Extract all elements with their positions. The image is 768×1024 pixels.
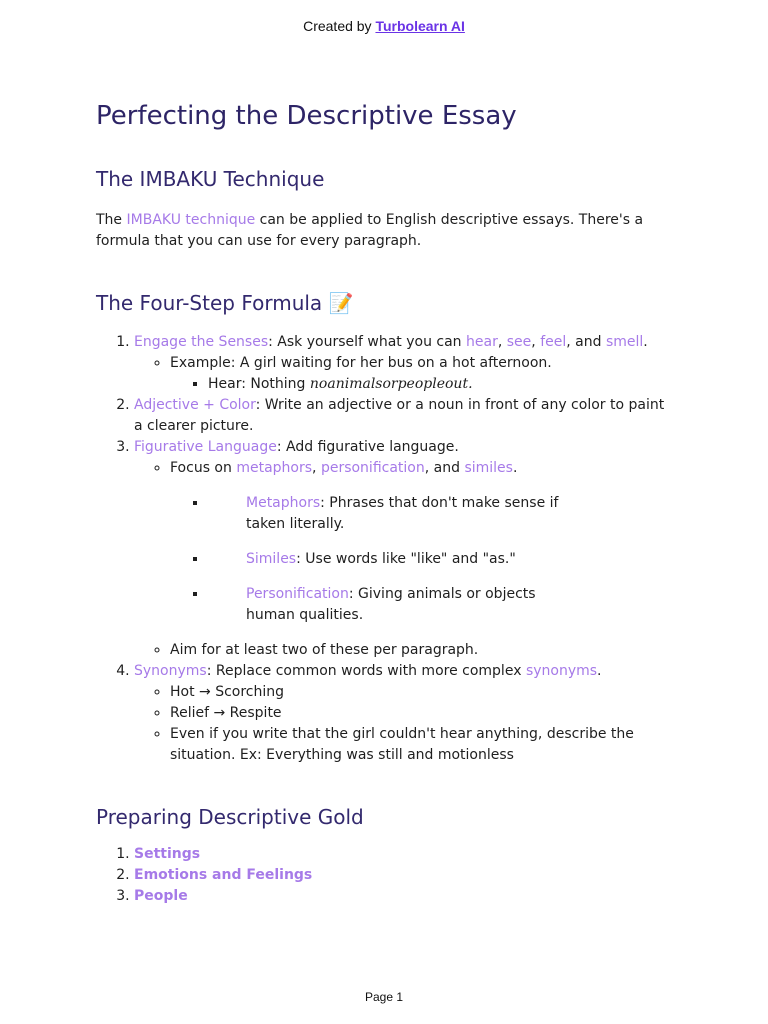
sep: , (531, 334, 541, 350)
sep: , (497, 334, 507, 350)
hear-prefix: Hear: Nothing (208, 376, 310, 392)
step-synonyms (134, 661, 676, 766)
synonym-item: ◦ Hot → Scorching (170, 682, 676, 703)
personification-item (208, 584, 586, 626)
gold-item (134, 844, 676, 865)
sense-feel: feel (540, 334, 567, 350)
intro-post: can be applied to English descriptive essays. There's a formula that you can use for every paragraph. (96, 212, 644, 249)
metaphors-item (208, 493, 586, 535)
document-content (96, 96, 676, 907)
sep: , and (424, 460, 465, 476)
step1-sublist (134, 353, 676, 395)
metaphors-label: Metaphors (246, 495, 321, 511)
gold-heading: Preparing Descriptive Gold (96, 805, 364, 829)
gold-item (134, 865, 676, 886)
step4-text: : Replace common words with more complex (206, 663, 526, 679)
focus-similes: similes (464, 460, 513, 476)
sep: . (512, 460, 518, 476)
sep: . (597, 663, 602, 679)
gold-item-label: Settings (134, 846, 201, 862)
sep: , (312, 460, 321, 476)
sep: , and (566, 334, 606, 350)
header-prefix: Created by (303, 18, 376, 34)
synonym-item: ◦ Relief → Respite (170, 703, 676, 724)
step-engage-senses (134, 332, 676, 395)
turbolearn-link[interactable]: Turbolearn AI (375, 18, 465, 34)
synonyms-sublist (134, 682, 676, 766)
step-adjective-color (134, 395, 676, 437)
sense-smell: smell (605, 334, 644, 350)
step-figurative-language (134, 437, 676, 661)
page-title: Perfecting the Descriptive Essay (96, 101, 517, 131)
gold-item (134, 886, 676, 907)
step2-text: : Write an adjective or a noun in front of any color to paint a clearer picture. (134, 397, 665, 434)
hear-item (208, 374, 676, 395)
page-number: Page 1 (364, 990, 404, 1004)
formula-steps (96, 332, 676, 766)
sense-hear: hear (466, 334, 498, 350)
gold-item-label: People (134, 888, 188, 904)
personification-text: : Giving animals or objects human qualities. (246, 586, 536, 623)
example-sublist (170, 374, 676, 395)
metaphors-text: : Phrases that don't make sense if taken literally. (246, 495, 559, 532)
focus-metaphors: metaphors (236, 460, 313, 476)
hear-math: noanimalsorpeopleout. (309, 376, 473, 392)
gold-item-label: Emotions and Feelings (134, 867, 313, 883)
step3-sublist (134, 458, 676, 661)
sep: . (643, 334, 648, 350)
step3-label: Figurative Language (134, 439, 277, 455)
page-header (0, 18, 768, 34)
figurative-types-list (170, 493, 676, 626)
sense-see: see (506, 334, 532, 350)
imbaku-intro (96, 210, 676, 252)
formula-heading: The Four-Step Formula 📝 (96, 291, 354, 315)
similes-text: : Use words like "like" and "as." (296, 551, 516, 567)
similes-item (208, 549, 586, 570)
gold-list (96, 844, 676, 907)
step1-text: : Ask yourself what you can (268, 334, 467, 350)
step2-label: Adjective + Color (134, 397, 256, 413)
imbaku-heading: The IMBAKU Technique (96, 167, 325, 191)
focus-item (170, 458, 676, 626)
focus-pre: Focus on (170, 460, 237, 476)
synonyms-highlight: synonyms (525, 663, 598, 679)
personification-label: Personification (246, 586, 349, 602)
synonym-item: ◦ Even if you write that the girl couldn't hear anything, describe the situation. Ex: Everything was still and motionless (170, 724, 676, 766)
aim-item: ◦ Aim for at least two of these per paragraph. (170, 640, 676, 661)
similes-label: Similes (246, 551, 297, 567)
step1-example (170, 353, 676, 395)
step3-text: : Add figurative language. (276, 439, 459, 455)
example-text: Example: A girl waiting for her bus on a hot afternoon. (170, 355, 552, 371)
step1-label: Engage the Senses (134, 334, 269, 350)
step4-label: Synonyms (134, 663, 207, 679)
imbaku-technique-highlight: IMBAKU technique (126, 212, 256, 228)
intro-pre: The (96, 212, 127, 228)
focus-personification: personification (320, 460, 425, 476)
